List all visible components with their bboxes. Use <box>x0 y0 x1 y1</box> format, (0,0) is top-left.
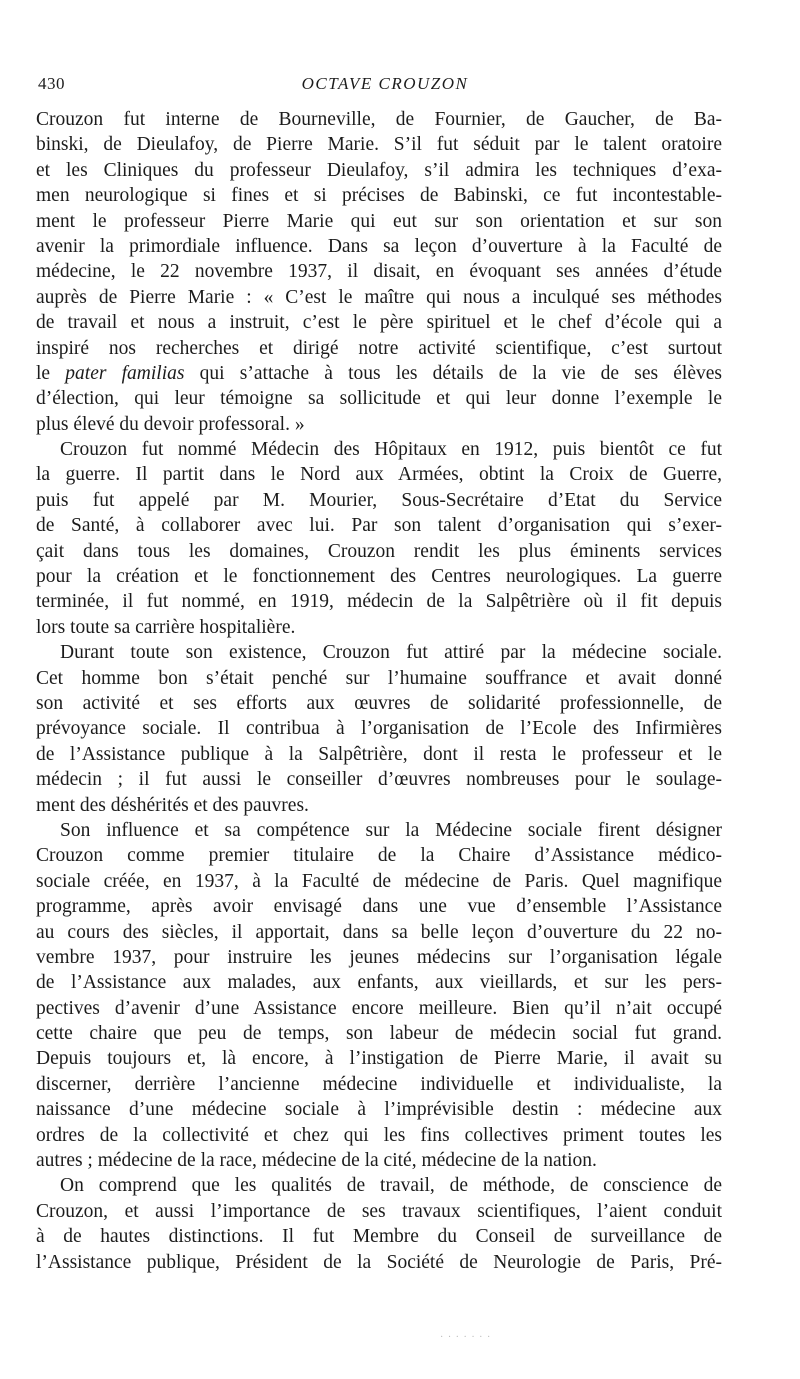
text-line: d’élection, qui leur témoigne sa sollicitude et qui leur donne l’exemple le <box>36 388 722 410</box>
paragraph-1 <box>36 107 722 437</box>
text-line: et les Cliniques du professeur Dieulafoy, s’il admira les techniques d’exa- <box>36 159 722 181</box>
text-line: pour la création et le fonctionnement des Centres neurologiques. La guerre <box>36 566 722 588</box>
text-line: ment des déshérités et des pauvres. <box>36 794 309 816</box>
text-line: ordres de la collectivité et chez qui les fins collectives priment toutes les <box>36 1124 722 1146</box>
running-title: OCTAVE CROUZON <box>301 74 469 93</box>
text-line: prévoyance sociale. Il contribua à l’organisation de l’Ecole des Infirmières <box>36 718 722 740</box>
text-line: cette chaire que peu de temps, son labeur de médecin social fut grand. <box>36 1023 722 1045</box>
text-line: naissance d’une médecine sociale à l’imprévisible destin : médecine aux <box>36 1099 722 1121</box>
text-line: terminée, il fut nommé, en 1919, médecin de la Salpêtrière où il fit depuis <box>36 591 722 613</box>
paragraph-3 <box>36 640 722 818</box>
body-text <box>36 107 722 1275</box>
text-line: Son influence et sa compétence sur la Médecine sociale firent désigner <box>60 819 722 841</box>
text-line: la guerre. Il partit dans le Nord aux Armées, obtint la Croix de Guerre, <box>36 464 722 486</box>
text-fragment: le <box>36 362 66 384</box>
text-line: discerner, derrière l’ancienne médecine individuelle et individualiste, la <box>36 1073 722 1095</box>
paragraph-5 <box>36 1173 722 1275</box>
text-line: Cet homme bon s’était penché sur l’humaine souffrance et avait donné <box>36 667 722 689</box>
text-line: binski, de Dieulafoy, de Pierre Marie. S’il fut séduit par le talent oratoire <box>36 134 722 156</box>
text-line: de Santé, à collaborer avec lui. Par son talent d’organisation qui s’exer- <box>36 515 722 537</box>
text-line: Durant toute son existence, Crouzon fut attiré par la médecine sociale. <box>60 642 722 664</box>
text-line: autres ; médecine de la race, médecine de la cité, médecine de la nation. <box>36 1150 597 1172</box>
text-line: pectives d’avenir d’une Assistance encore meilleure. Bien qu’il n’ait occupé <box>36 997 722 1019</box>
text-line-pater-familias <box>36 361 722 386</box>
text-line: lors toute sa carrière hospitalière. <box>36 616 296 638</box>
text-line: avenir la primordiale influence. Dans sa leçon d’ouverture à la Faculté de <box>36 235 722 257</box>
text-line: On comprend que les qualités de travail, de méthode, de conscience de <box>60 1175 722 1197</box>
text-line: Crouzon comme premier titulaire de la Chaire d’Assistance médico- <box>36 845 722 867</box>
text-line: de l’Assistance publique à la Salpêtrière, dont il resta le professeur et le <box>36 743 722 765</box>
text-line: médecin ; il fut aussi le conseiller d’œuvres nombreuses pour le soulage- <box>36 769 722 791</box>
scan-speckle: · · · · · · · <box>440 1332 492 1343</box>
text-line: l’Assistance publique, Président de la Société de Neurologie de Paris, Pré- <box>36 1251 722 1273</box>
page-number: 430 <box>38 74 65 93</box>
text-line: programme, après avoir envisagé dans une vue d’ensemble l’Assistance <box>36 896 722 918</box>
text-line: Crouzon, et aussi l’importance de ses travaux scientifiques, l’aient conduit <box>36 1200 722 1222</box>
text-line: men neurologique si fines et si précises de Babinski, ce fut incontestable- <box>36 185 722 207</box>
text-line: çait dans tous les domaines, Crouzon rendit les plus éminents services <box>36 540 722 562</box>
text-line: de l’Assistance aux malades, aux enfants, aux vieillards, et sur les pers- <box>36 972 722 994</box>
italic-phrase: pater familias <box>65 362 185 384</box>
text-line: plus élevé du devoir professoral. » <box>36 413 305 435</box>
text-line: son activité et ses efforts aux œuvres de solidarité professionnelle, de <box>36 692 722 714</box>
page-header <box>38 74 732 98</box>
text-line: ment le professeur Pierre Marie qui eut sur son orientation et sur son <box>36 210 722 232</box>
text-line: médecine, le 22 novembre 1937, il disait, en évoquant ses années d’étude <box>36 261 722 283</box>
text-line: au cours des siècles, il apportait, dans sa belle leçon d’ouverture du 22 no- <box>36 921 722 943</box>
text-fragment: qui s’attache à tous les détails de la vie de ses élèves <box>184 362 722 384</box>
paragraph-4 <box>36 818 722 1173</box>
text-line: Crouzon fut interne de Bourneville, de Fournier, de Gaucher, de Ba- <box>36 109 722 130</box>
text-line: Crouzon fut nommé Médecin des Hôpitaux en 1912, puis bientôt ce fut <box>60 439 722 461</box>
text-line: auprès de Pierre Marie : « C’est le maître qui nous a inculqué ses méthodes <box>36 286 722 308</box>
text-line: puis fut appelé par M. Mourier, Sous-Secrétaire d’Etat du Service <box>36 489 722 511</box>
text-line: Depuis toujours et, là encore, à l’instigation de Pierre Marie, il avait su <box>36 1048 722 1070</box>
text-line: à de hautes distinctions. Il fut Membre du Conseil de surveillance de <box>36 1226 722 1248</box>
text-line: inspiré nos recherches et dirigé notre activité scientifique, c’est surtout <box>36 337 722 359</box>
text-line: sociale créée, en 1937, à la Faculté de médecine de Paris. Quel magnifique <box>36 870 722 892</box>
paragraph-2 <box>36 437 722 640</box>
text-line: de travail et nous a instruit, c’est le père spirituel et le chef d’école qui a <box>36 312 722 334</box>
text-line: vembre 1937, pour instruire les jeunes médecins sur l’organisation légale <box>36 946 722 968</box>
